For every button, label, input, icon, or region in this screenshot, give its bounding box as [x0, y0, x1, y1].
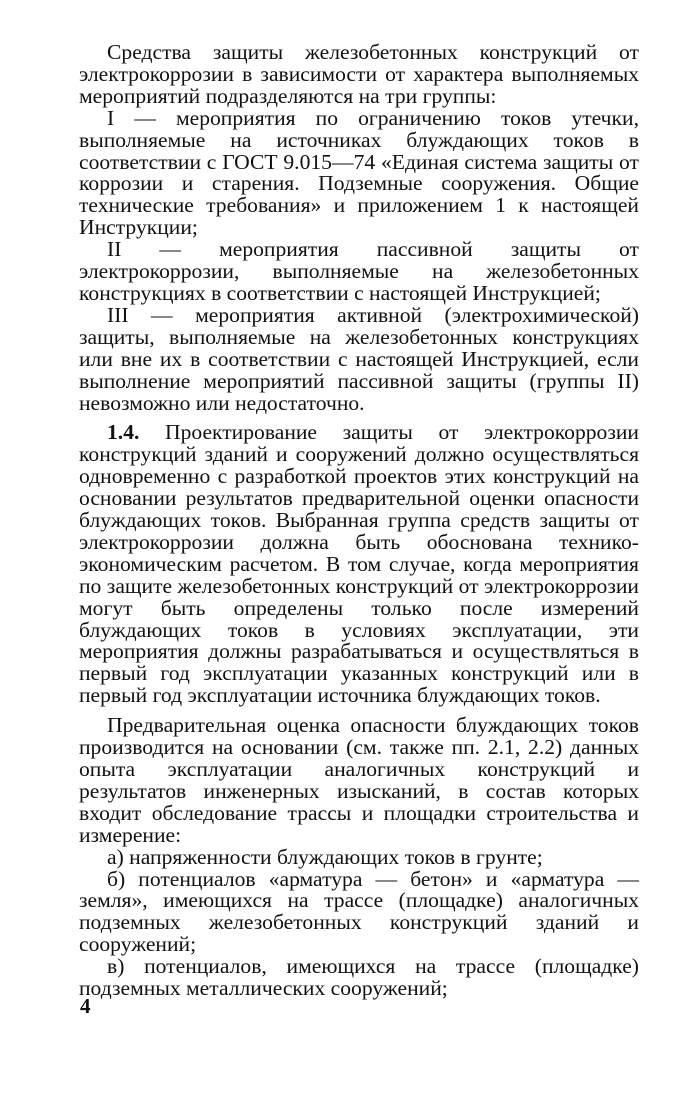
section-number: 1.4. — [107, 420, 140, 445]
page-number: 4 — [80, 994, 91, 1018]
list-item-a: а) напряженности блуждающих токов в грунте; — [107, 844, 543, 869]
paragraph-group-2: II — мероприятия пассивной защиты от электрокоррозии, выполняемые на железобетонных конструкциях в соответствии с настоящей Инструкцией; — [79, 237, 639, 305]
list-item-v: в) потенциалов, имеющихся на трассе (площадке) подземных металлических сооружений; — [79, 954, 639, 1001]
paragraph-section-1-4 — [79, 422, 639, 707]
paragraph-intro: Средства защиты железобетонных конструкций от электрокоррозии в зависимости от характера выполняемых мероприятий подразделяются на три группы: — [79, 40, 639, 108]
paragraph-assessment: Предварительная оценка опасности блуждающих токов производится на основании (см. также пп. 2.1, 2.2) данных опыта эксплуатации аналогичных конструкций и результатов инженерных изысканий, в состав которых входит обследование трассы и площадки строительства и измерение: — [79, 713, 639, 847]
document-page — [79, 42, 639, 1000]
paragraph-group-3: III — мероприятия активной (электрохимической) защиты, выполняемые на железобетонных конструкциях или вне их в соответствии с настоящей Инструкцией, если выполнение мероприятий пассивной защиты (группы II) невозможно или недостаточно. — [79, 302, 639, 415]
section-text: Проектирование защиты от электрокоррозии конструкций зданий и сооружений должно осуществляться одновременно с разработкой проектов этих конструкций на основании результатов предварительной оценки опасности блуждающих токов. Выбранная группа средств защиты от электрокоррозии должна быть обоснована технико-экономическим расчетом. В том случае, когда мероприятия по защите железобетонных конструкций от электрокоррозии могут быть определены только после измерений блуждающих токов в условиях эксплуатации, эти мероприятия должны разрабатываться и осуществляться в первый год эксплуатации указанных конструкций или в первый год эксплуатации источника блуждающих токов. — [79, 420, 639, 708]
paragraph-group-1: I — мероприятия по ограничению токов утечки, выполняемые на источниках блуждающих токов в соответствии с ГОСТ 9.015—74 «Единая система защиты от коррозии и старения. Подземные сооружения. Общие технические требования» и приложением 1 к настоящей Инструкции; — [79, 105, 639, 240]
list-item-b: б) потенциалов «арматура — бетон» и «арматура — земля», имеющихся на трассе (площадке) аналогичных подземных железобетонных конструкций зданий и сооружений; — [79, 866, 639, 957]
